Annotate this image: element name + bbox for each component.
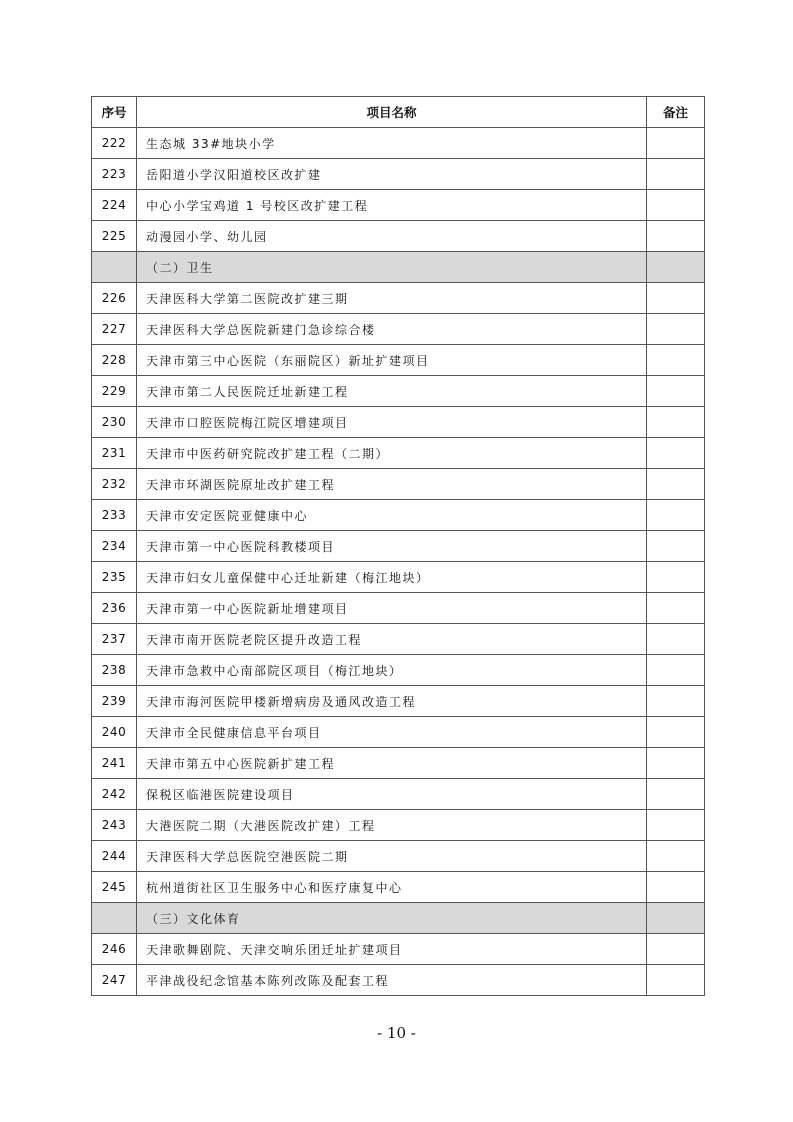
cell-project-name: 天津歌舞剧院、天津交响乐团迁址扩建项目	[137, 934, 647, 965]
cell-serial-number: 234	[92, 531, 137, 562]
header-remark: 备注	[647, 97, 705, 128]
cell-serial-number: 222	[92, 128, 137, 159]
cell-serial-number: 225	[92, 221, 137, 252]
cell-serial-number: 224	[92, 190, 137, 221]
cell-project-name: 天津市急救中心南部院区项目（梅江地块）	[137, 655, 647, 686]
cell-project-name: 保税区临港医院建设项目	[137, 779, 647, 810]
table-body	[92, 128, 705, 996]
cell-remark	[647, 376, 705, 407]
cell-remark	[647, 903, 705, 934]
cell-remark	[647, 779, 705, 810]
cell-remark	[647, 841, 705, 872]
project-table	[91, 96, 705, 996]
cell-remark	[647, 686, 705, 717]
table-row	[92, 221, 705, 252]
cell-remark	[647, 655, 705, 686]
cell-serial-number	[92, 903, 137, 934]
cell-remark	[647, 469, 705, 500]
cell-remark	[647, 593, 705, 624]
table-row	[92, 314, 705, 345]
cell-serial-number: 239	[92, 686, 137, 717]
cell-project-name: 天津市第五中心医院新扩建工程	[137, 748, 647, 779]
table-row	[92, 345, 705, 376]
table-row	[92, 748, 705, 779]
page-number: - 10 -	[377, 1024, 416, 1042]
cell-remark	[647, 717, 705, 748]
cell-remark	[647, 810, 705, 841]
cell-serial-number: 231	[92, 438, 137, 469]
cell-serial-number: 229	[92, 376, 137, 407]
cell-serial-number: 245	[92, 872, 137, 903]
cell-remark	[647, 872, 705, 903]
table-row	[92, 872, 705, 903]
table-row	[92, 407, 705, 438]
table-row	[92, 283, 705, 314]
table-row	[92, 500, 705, 531]
cell-project-name: 天津市中医药研究院改扩建工程（二期）	[137, 438, 647, 469]
cell-project-name: 天津市第三中心医院（东丽院区）新址扩建项目	[137, 345, 647, 376]
table-row	[92, 562, 705, 593]
table-row	[92, 810, 705, 841]
cell-project-name: 天津市第一中心医院科教楼项目	[137, 531, 647, 562]
cell-project-name: 天津市环湖医院原址改扩建工程	[137, 469, 647, 500]
cell-serial-number: 223	[92, 159, 137, 190]
table-row	[92, 128, 705, 159]
header-serial-number: 序号	[92, 97, 137, 128]
section-row	[92, 252, 705, 283]
cell-serial-number: 241	[92, 748, 137, 779]
header-project-name: 项目名称	[137, 97, 647, 128]
cell-remark	[647, 531, 705, 562]
cell-project-name: 天津市妇女儿童保健中心迁址新建（梅江地块）	[137, 562, 647, 593]
cell-remark	[647, 500, 705, 531]
table-row	[92, 779, 705, 810]
cell-remark	[647, 314, 705, 345]
table-row	[92, 190, 705, 221]
cell-serial-number: 232	[92, 469, 137, 500]
table-row	[92, 717, 705, 748]
table-row	[92, 469, 705, 500]
cell-serial-number: 244	[92, 841, 137, 872]
cell-project-name: 平津战役纪念馆基本陈列改陈及配套工程	[137, 965, 647, 996]
cell-project-name: （二）卫生	[137, 252, 647, 283]
cell-serial-number: 235	[92, 562, 137, 593]
table-row	[92, 686, 705, 717]
cell-project-name: 生态城 33#地块小学	[137, 128, 647, 159]
cell-remark	[647, 965, 705, 996]
cell-serial-number	[92, 252, 137, 283]
cell-project-name: 天津市口腔医院梅江院区增建项目	[137, 407, 647, 438]
cell-project-name: 天津医科大学总医院新建门急诊综合楼	[137, 314, 647, 345]
cell-remark	[647, 562, 705, 593]
cell-remark	[647, 438, 705, 469]
cell-serial-number: 240	[92, 717, 137, 748]
section-row	[92, 903, 705, 934]
cell-serial-number: 228	[92, 345, 137, 376]
cell-project-name: 大港医院二期（大港医院改扩建）工程	[137, 810, 647, 841]
cell-remark	[647, 190, 705, 221]
cell-project-name: 天津市海河医院甲楼新增病房及通风改造工程	[137, 686, 647, 717]
cell-project-name: （三）文化体育	[137, 903, 647, 934]
table-row	[92, 376, 705, 407]
cell-project-name: 中心小学宝鸡道 1 号校区改扩建工程	[137, 190, 647, 221]
cell-project-name: 天津医科大学总医院空港医院二期	[137, 841, 647, 872]
cell-remark	[647, 221, 705, 252]
cell-serial-number: 247	[92, 965, 137, 996]
cell-serial-number: 230	[92, 407, 137, 438]
cell-serial-number: 242	[92, 779, 137, 810]
cell-remark	[647, 345, 705, 376]
table-row	[92, 159, 705, 190]
cell-remark	[647, 252, 705, 283]
table-row	[92, 531, 705, 562]
cell-project-name: 杭州道街社区卫生服务中心和医疗康复中心	[137, 872, 647, 903]
cell-serial-number: 233	[92, 500, 137, 531]
table-row	[92, 593, 705, 624]
table-row	[92, 965, 705, 996]
cell-serial-number: 246	[92, 934, 137, 965]
table-row	[92, 841, 705, 872]
cell-project-name: 天津市第一中心医院新址增建项目	[137, 593, 647, 624]
cell-serial-number: 226	[92, 283, 137, 314]
cell-remark	[647, 624, 705, 655]
cell-project-name: 岳阳道小学汉阳道校区改扩建	[137, 159, 647, 190]
cell-remark	[647, 934, 705, 965]
table-row	[92, 438, 705, 469]
cell-remark	[647, 748, 705, 779]
cell-remark	[647, 128, 705, 159]
cell-project-name: 天津市全民健康信息平台项目	[137, 717, 647, 748]
cell-remark	[647, 159, 705, 190]
cell-serial-number: 238	[92, 655, 137, 686]
cell-serial-number: 236	[92, 593, 137, 624]
cell-remark	[647, 283, 705, 314]
cell-serial-number: 243	[92, 810, 137, 841]
cell-serial-number: 237	[92, 624, 137, 655]
cell-remark	[647, 407, 705, 438]
table-row	[92, 934, 705, 965]
table-row	[92, 624, 705, 655]
cell-project-name: 动漫园小学、幼儿园	[137, 221, 647, 252]
cell-project-name: 天津医科大学第二医院改扩建三期	[137, 283, 647, 314]
cell-project-name: 天津市第二人民医院迁址新建工程	[137, 376, 647, 407]
table-header-row	[92, 97, 705, 128]
cell-project-name: 天津市安定医院亚健康中心	[137, 500, 647, 531]
table-row	[92, 655, 705, 686]
cell-serial-number: 227	[92, 314, 137, 345]
cell-project-name: 天津市南开医院老院区提升改造工程	[137, 624, 647, 655]
